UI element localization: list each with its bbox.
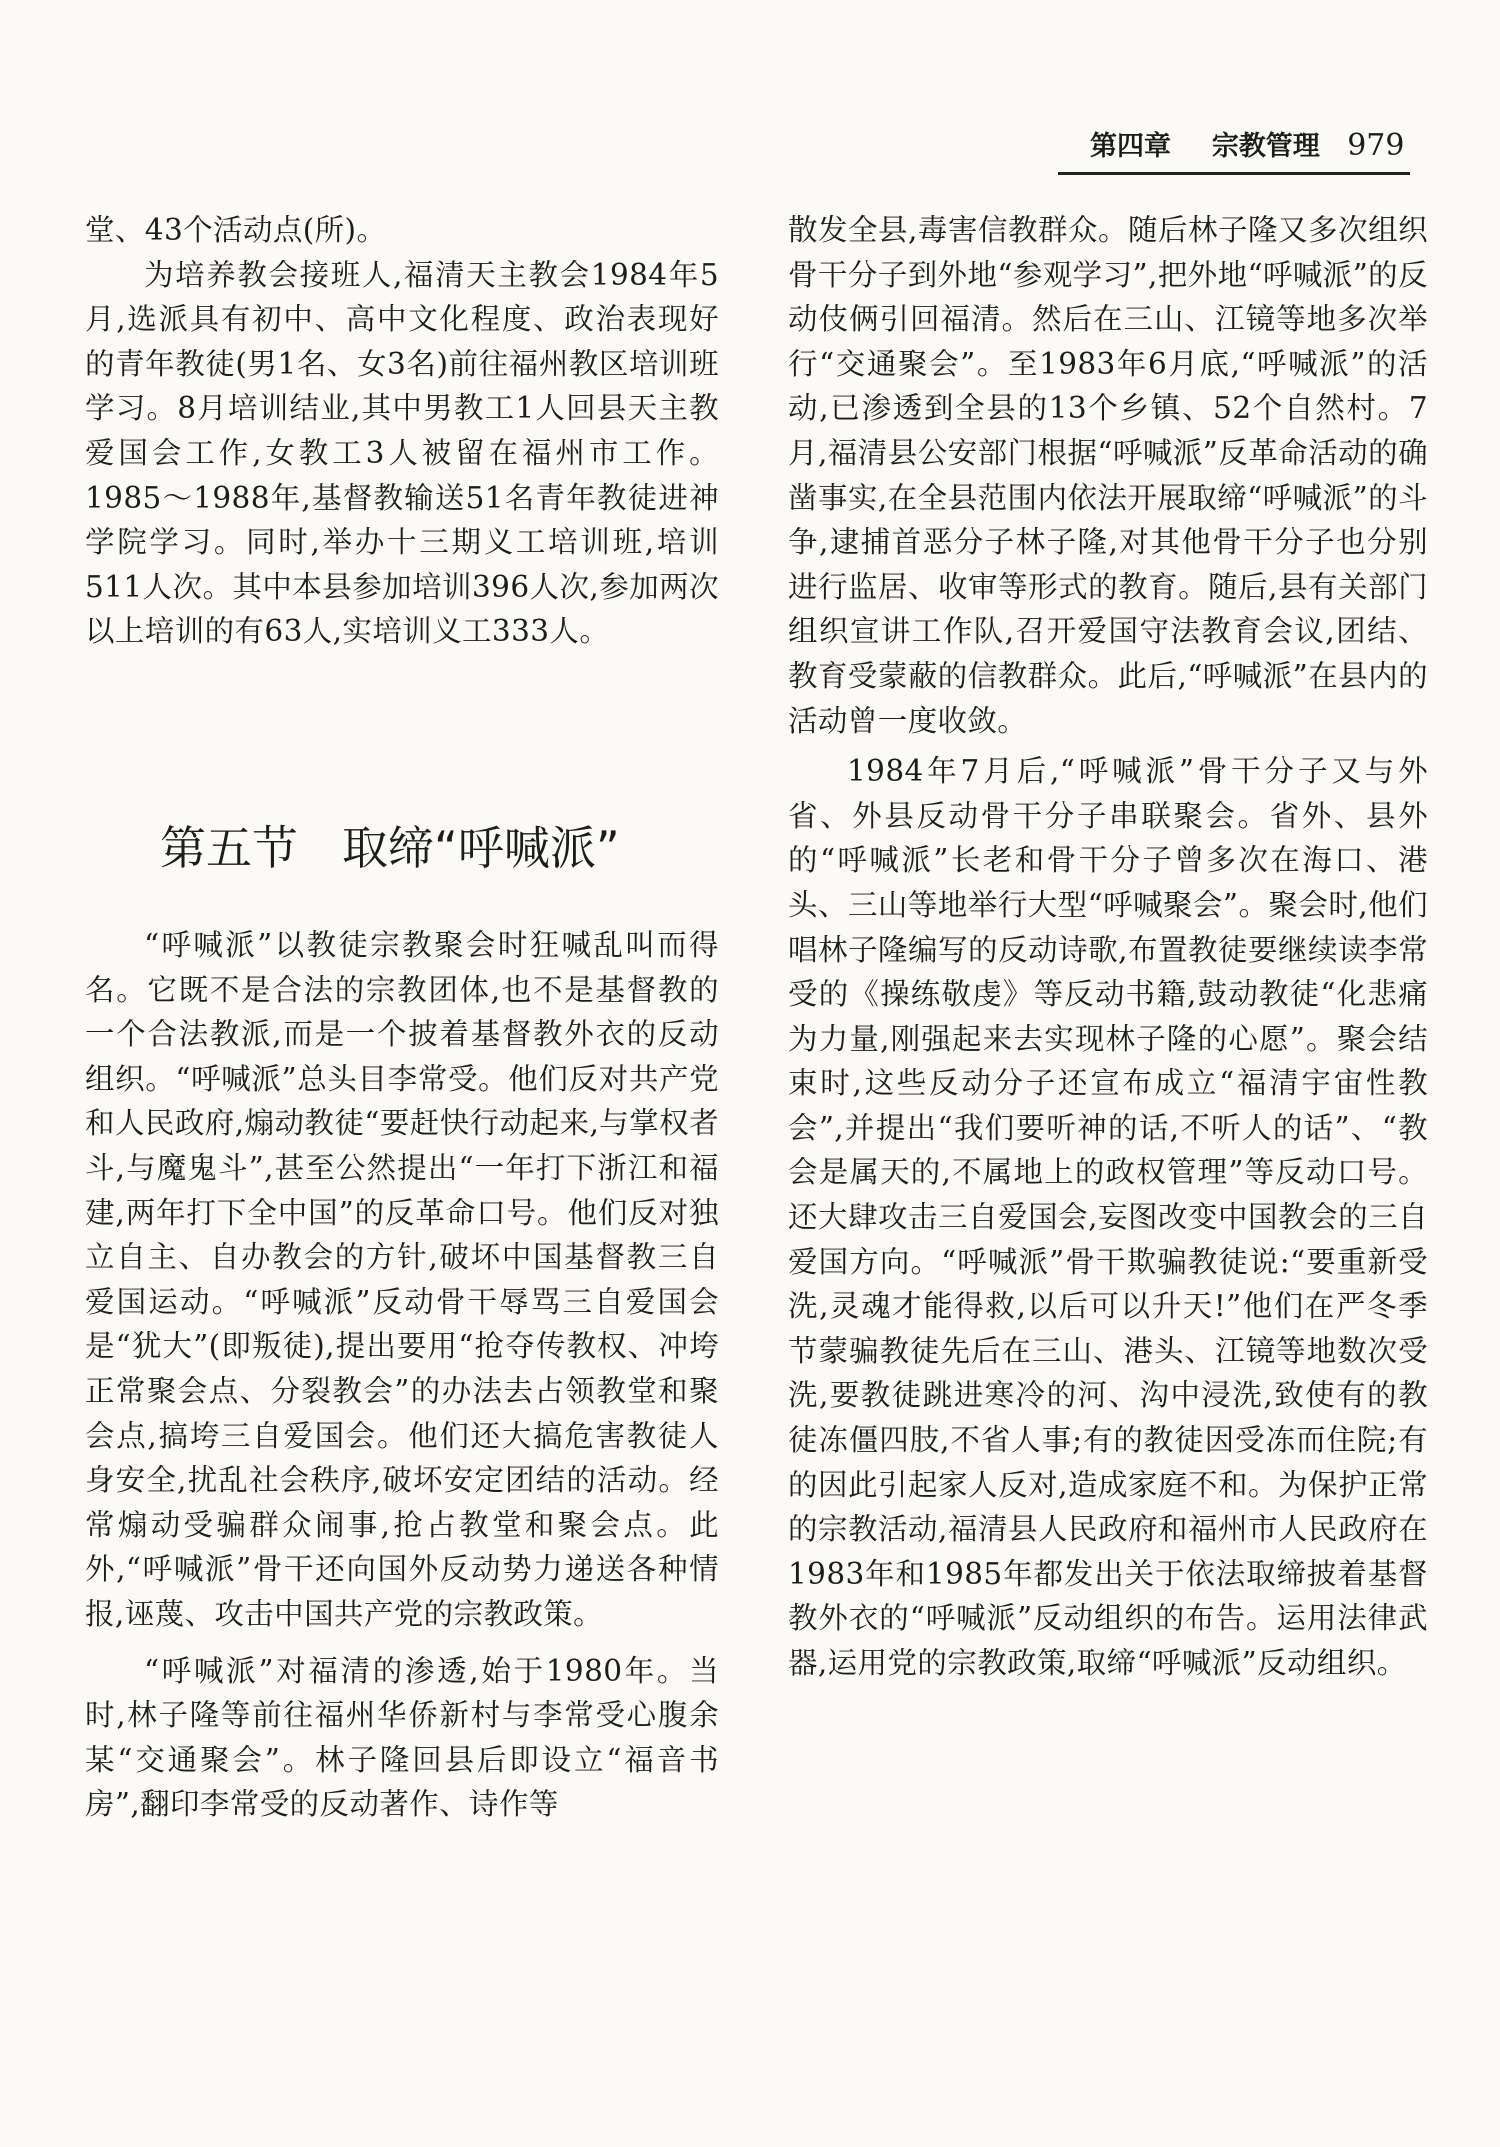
paragraph-continuation: 堂、43个活动点(所)。	[85, 213, 387, 247]
paragraph: “呼喊派”以教徒宗教聚会时狂喊乱叫而得名。它既不是合法的宗教团体,也不是基督教的一个合法教派,而是一个披着基督教外衣的反动组织。“呼喊派”总头目李常受。他们反对共产党和人民政府,煽动教徒“要赶快行动起来,与掌权者斗,与魔鬼斗”,甚至公然提出“一年打下浙江和福建,两年打下全中国”的反革命口号。他们反对独立自主、自办教会的方针,破坏中国基督教三自爱国运动。“呼喊派”反动骨干辱骂三自爱国会是“犹大”(即叛徒),提出要用“抢夺传教权、冲垮正常聚会点、分裂教会”的办法去占领教堂和聚会点,搞垮三自爱国会。他们还大搞危害教徒人身安全,扰乱社会秩序,破坏安定团结的活动。经常煽动受骗群众闹事,抢占教堂和聚会点。此外,“呼喊派”骨干还向国外反动势力递送各种情报,诬蔑、攻击中国共产党的宗教政策。	[85, 928, 719, 1631]
section-title-text: 取缔“呼喊派”	[342, 821, 620, 875]
left-column-body	[85, 923, 719, 1827]
right-column	[788, 208, 1428, 1686]
left-column	[85, 208, 719, 654]
section-label: 宗教管理	[1211, 131, 1320, 162]
paragraph: “呼喊派”对福清的渗透,始于1980年。当时,林子隆等前往福州华侨新村与李常受心腹余某“交通聚会”。林子隆回县后即设立“福音书房”,翻印李常受的反动著作、诗作等	[85, 1653, 719, 1822]
header-rule	[1058, 172, 1410, 175]
running-header	[1090, 124, 1405, 163]
section-title	[160, 818, 720, 878]
chapter-label: 第四章	[1090, 131, 1171, 162]
paragraph: 1984年7月后,“呼喊派”骨干分子又与外省、外县反动骨干分子串联聚会。省外、县外的“呼喊派”长老和骨干分子曾多次在海口、港头、三山等地举行大型“呼喊聚会”。聚会时,他们唱林子隆编写的反动诗歌,布置教徒要继续读李常受的《操练敬虔》等反动书籍,鼓动教徒“化悲痛为力量,刚强起来去实现林子隆的心愿”。聚会结束时,这些反动分子还宣布成立“福清宇宙性教会”,并提出“我们要听神的话,不听人的话”、“教会是属天的,不属地上的政权管理”等反动口号。还大肆攻击三自爱国会,妄图改变中国教会的三自爱国方向。“呼喊派”骨干欺骗教徒说:“要重新受洗,灵魂才能得救,以后可以升天!”他们在严冬季节蒙骗教徒先后在三山、港头、江镜等地数次受洗,要教徒跳进寒冷的河、沟中浸洗,致使有的教徒冻僵四肢,不省人事;有的教徒因受冻而住院;有的因此引起家人反对,造成家庭不和。为保护正常的宗教活动,福清县人民政府和福州市人民政府在1983年和1985年都发出关于依法取缔披着基督教外衣的“呼喊派”反动组织的布告。运用法律武器,运用党的宗教政策,取缔“呼喊派”反动组织。	[788, 754, 1428, 1680]
section-title-number: 第五节	[160, 821, 298, 875]
page-number: 979	[1347, 128, 1405, 163]
paragraph-continuation: 散发全县,毒害信教群众。随后林子隆又多次组织骨干分子到外地“参观学习”,把外地“呼喊派”的反动伎俩引回福清。然后在三山、江镜等地多次举行“交通聚会”。至1983年6月底,“呼喊派”的活动,已渗透到全县的13个乡镇、52个自然村。7月,福清县公安部门根据“呼喊派”反革命活动的确凿事实,在全县范围内依法开展取缔“呼喊派”的斗争,逮捕首恶分子林子隆,对其他骨干分子也分别进行监居、收审等形式的教育。随后,县有关部门组织宣讲工作队,召开爱国守法教育会议,团结、教育受蒙蔽的信教群众。此后,“呼喊派”在县内的活动曾一度收敛。	[788, 213, 1428, 738]
paragraph: 为培养教会接班人,福清天主教会1984年5月,选派具有初中、高中文化程度、政治表现好的青年教徒(男1名、女3名)前往福州教区培训班学习。8月培训结业,其中男教工1人回县天主教爱国会工作,女教工3人被留在福州市工作。1985～1988年,基督教输送51名青年教徒进神学院学习。同时,举办十三期义工培训班,培训511人次。其中本县参加培训396人次,参加两次以上培训的有63人,实培训义工333人。	[85, 257, 719, 649]
